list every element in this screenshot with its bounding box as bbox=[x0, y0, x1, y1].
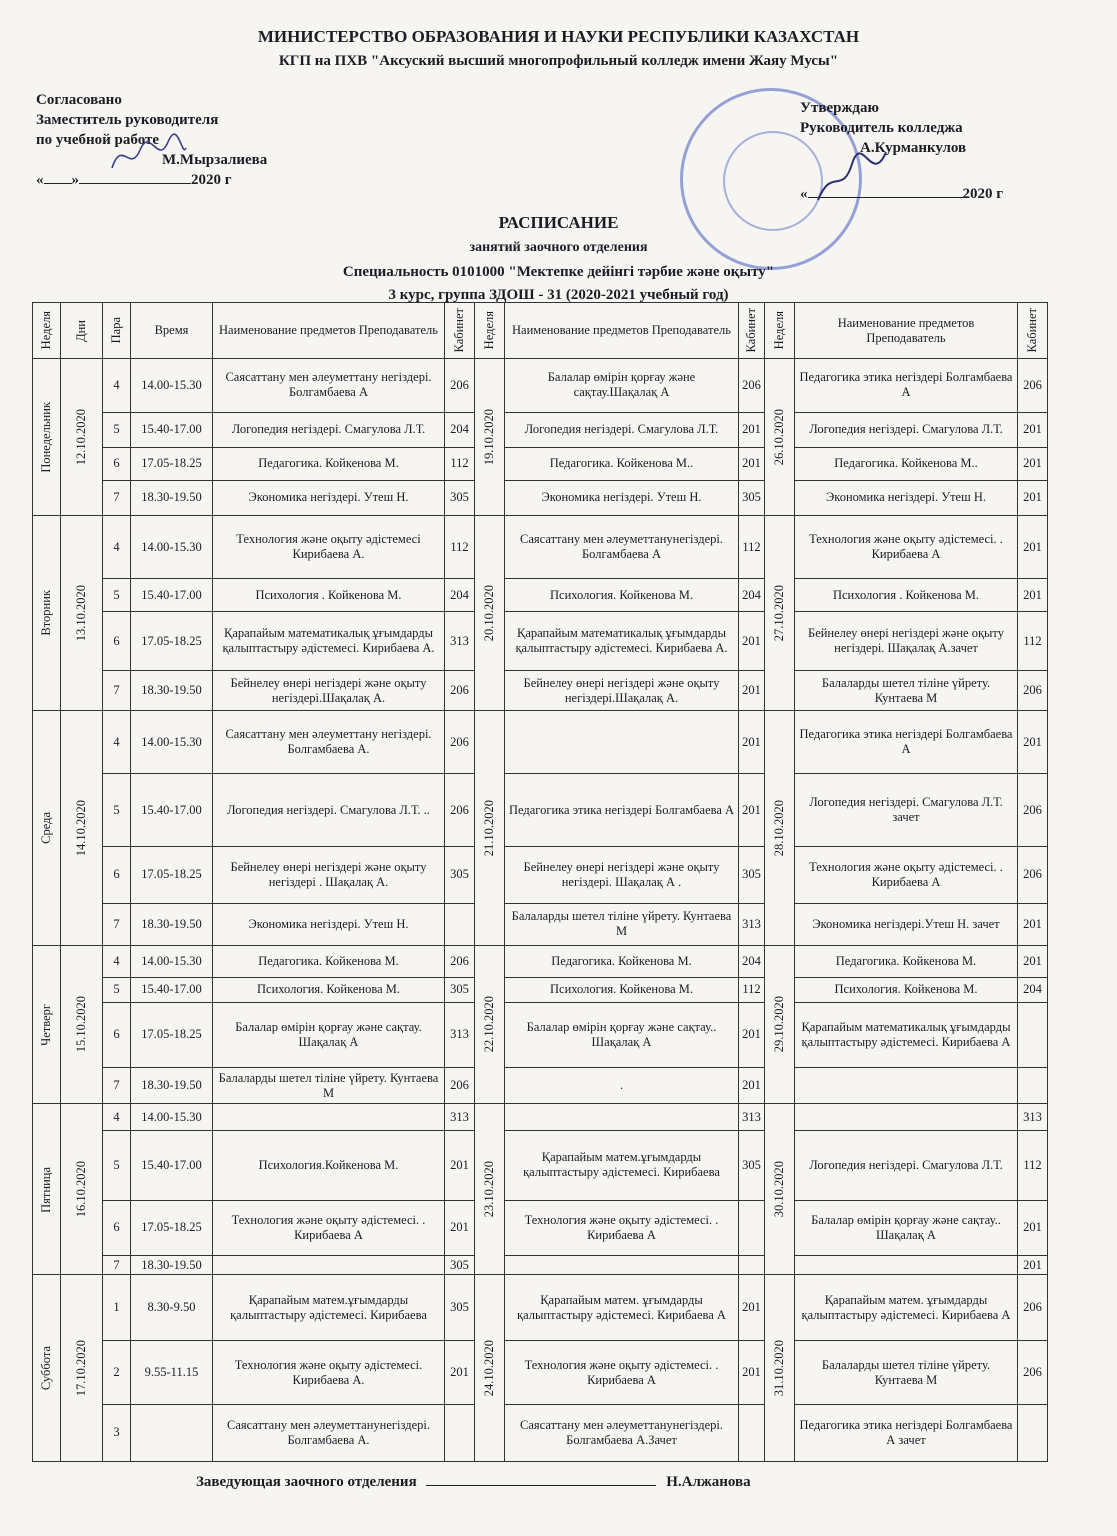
day-name-cell bbox=[33, 359, 61, 516]
room-week-2: 201 bbox=[739, 1275, 765, 1341]
subject-week-2 bbox=[505, 710, 739, 774]
time-cell: 18.30-19.50 bbox=[131, 671, 213, 710]
subject-week-1: Саясаттану мен әлеуметтану негіздері. Болгамбаева А. bbox=[213, 710, 445, 774]
subject-week-1: Технология және оқыту әдістемесі Кирибаева А. bbox=[213, 515, 445, 579]
time-cell: 14.00-15.30 bbox=[131, 359, 213, 413]
subject-week-3: Педагогика. Койкенова М. bbox=[795, 945, 1018, 978]
subject-week-1: Педагогика. Койкенова М. bbox=[213, 447, 445, 480]
room-week-1: 305 bbox=[445, 846, 475, 903]
agreed-position-2: по учебной работе bbox=[36, 132, 160, 148]
table-row bbox=[33, 1068, 1048, 1104]
time-cell: 15.40-17.00 bbox=[131, 978, 213, 1002]
room-week-2: 204 bbox=[739, 945, 765, 978]
col-room-1: Кабинет bbox=[445, 303, 475, 359]
room-week-2: 201 bbox=[739, 447, 765, 480]
subject-week-3: Технология және оқыту әдістемесі. . Кирибаева А bbox=[795, 515, 1018, 579]
subject-week-1: Педагогика. Койкенова М. bbox=[213, 945, 445, 978]
subject-week-3: Бейнелеу өнері негіздері және оқыту негіздері. Шақалақ А.зачет bbox=[795, 612, 1018, 671]
day-name: Суббота bbox=[39, 1346, 53, 1391]
room-week-3 bbox=[1018, 1404, 1048, 1461]
time-cell: 14.00-15.30 bbox=[131, 945, 213, 978]
date-week-3: 31.10.2020 bbox=[772, 1340, 786, 1397]
date-cell-week-2 bbox=[475, 945, 505, 1104]
subject-week-1: Экономика негіздері. Утеш Н. bbox=[213, 480, 445, 515]
room-week-3: 201 bbox=[1018, 447, 1048, 480]
room-week-3: 201 bbox=[1018, 710, 1048, 774]
room-week-3 bbox=[1018, 1002, 1048, 1068]
subject-week-1: Логопедия негіздері. Смагулова Л.Т. .. bbox=[213, 774, 445, 846]
table-row bbox=[33, 359, 1048, 413]
room-week-3: 112 bbox=[1018, 1130, 1048, 1200]
date-cell-week-3 bbox=[765, 945, 795, 1104]
subject-week-3: Педагогика этика негіздері Болгамбаева А зачет bbox=[795, 1404, 1018, 1461]
room-week-1: 206 bbox=[445, 945, 475, 978]
subject-week-2: Педагогика. Койкенова М. bbox=[505, 945, 739, 978]
room-week-3: 112 bbox=[1018, 612, 1048, 671]
pair-number: 5 bbox=[103, 412, 131, 447]
room-week-3: 206 bbox=[1018, 774, 1048, 846]
subject-week-1: Психология . Койкенова М. bbox=[213, 579, 445, 612]
date-week-3: 28.10.2020 bbox=[772, 799, 786, 856]
pair-number: 6 bbox=[103, 612, 131, 671]
subject-week-2: Балалар өмірін қорғау және сақтау.Шақалақ А bbox=[505, 359, 739, 413]
subject-week-2: Психология. Койкенова М. bbox=[505, 579, 739, 612]
pair-number: 6 bbox=[103, 846, 131, 903]
date-week-1: 13.10.2020 bbox=[74, 584, 88, 641]
table-row bbox=[33, 671, 1048, 710]
time-cell: 18.30-19.50 bbox=[131, 480, 213, 515]
signature-mark bbox=[108, 128, 188, 178]
col-subject-2: Наименование предметов Преподаватель bbox=[505, 303, 739, 359]
date-cell-week-1 bbox=[61, 945, 103, 1104]
pair-number: 7 bbox=[103, 671, 131, 710]
room-week-1: 204 bbox=[445, 412, 475, 447]
group-line: 3 курс, группа ЗДОШ - 31 (2020-2021 учебный год) bbox=[388, 287, 729, 303]
pair-number: 6 bbox=[103, 1200, 131, 1255]
room-week-1: 201 bbox=[445, 1130, 475, 1200]
date-cell-week-1 bbox=[61, 1104, 103, 1275]
room-week-3: 201 bbox=[1018, 480, 1048, 515]
room-week-2 bbox=[739, 1255, 765, 1275]
room-week-2: 201 bbox=[739, 671, 765, 710]
subject-week-1: Саясаттану мен әлеуметтану негіздері. Болгамбаева А bbox=[213, 359, 445, 413]
date-week-1: 17.10.2020 bbox=[74, 1340, 88, 1397]
date-cell-week-3 bbox=[765, 515, 795, 710]
time-cell: 14.00-15.30 bbox=[131, 710, 213, 774]
table-row bbox=[33, 710, 1048, 774]
subject-week-2: Экономика негіздері. Утеш Н. bbox=[505, 480, 739, 515]
time-cell: 17.05-18.25 bbox=[131, 846, 213, 903]
date-cell-week-1 bbox=[61, 710, 103, 945]
approve-position: Руководитель колледжа bbox=[800, 120, 963, 136]
pair-number: 4 bbox=[103, 945, 131, 978]
date-cell-week-2 bbox=[475, 710, 505, 945]
pair-number: 7 bbox=[103, 1068, 131, 1104]
subject-week-2: Саясаттану мен әлеуметтанунегіздері. Болгамбаева А.Зачет bbox=[505, 1404, 739, 1461]
subject-week-3: Логопедия негіздері. Смагулова Л.Т. зачет bbox=[795, 774, 1018, 846]
subject-week-3 bbox=[795, 1068, 1018, 1104]
subject-week-2: Қарапайым матем.ұғымдарды қалыптастыру әдістемесі. Кирибаева bbox=[505, 1130, 739, 1200]
pair-number: 6 bbox=[103, 1002, 131, 1068]
date-week-2: 21.10.2020 bbox=[482, 799, 496, 856]
col-time: Время bbox=[131, 303, 213, 359]
subject-week-2: Педагогика этика негіздері Болгамбаева А bbox=[505, 774, 739, 846]
pair-number: 4 bbox=[103, 515, 131, 579]
date-week-2: 22.10.2020 bbox=[482, 996, 496, 1053]
pair-number: 7 bbox=[103, 1255, 131, 1275]
date-cell-week-2 bbox=[475, 359, 505, 516]
subject-week-3: Экономика негіздері. Утеш Н. bbox=[795, 480, 1018, 515]
room-week-3: 206 bbox=[1018, 1341, 1048, 1405]
room-week-3: 206 bbox=[1018, 846, 1048, 903]
date-cell-week-1 bbox=[61, 1275, 103, 1462]
schedule-subtitle: занятий заочного отделения bbox=[469, 240, 648, 255]
table-row bbox=[33, 515, 1048, 579]
pair-number: 4 bbox=[103, 359, 131, 413]
room-week-3: 201 bbox=[1018, 1200, 1048, 1255]
subject-week-1: Логопедия негіздері. Смагулова Л.Т. bbox=[213, 412, 445, 447]
room-week-1: 206 bbox=[445, 1068, 475, 1104]
date-week-1: 14.10.2020 bbox=[74, 799, 88, 856]
subject-week-1: Балалар өмірін қорғау және сақтау. Шақалақ А bbox=[213, 1002, 445, 1068]
approve-label: Утверждаю bbox=[800, 100, 879, 116]
room-week-1: 206 bbox=[445, 671, 475, 710]
subject-week-3: Қарапайым математикалық ұғымдарды қалыптастыру әдістемесі. Кирибаева А bbox=[795, 1002, 1018, 1068]
pair-number: 5 bbox=[103, 978, 131, 1002]
room-week-2: 313 bbox=[739, 1104, 765, 1130]
table-row bbox=[33, 1002, 1048, 1068]
room-week-1: 206 bbox=[445, 710, 475, 774]
room-week-3: 201 bbox=[1018, 515, 1048, 579]
subject-week-3: Психология . Койкенова М. bbox=[795, 579, 1018, 612]
ministry-title: МИНИСТЕРСТВО ОБРАЗОВАНИЯ И НАУКИ РЕСПУБЛИКИ КАЗАХСТАН bbox=[257, 27, 860, 46]
date-cell-week-2 bbox=[475, 1275, 505, 1462]
date-week-2: 19.10.2020 bbox=[482, 408, 496, 465]
day-name-cell bbox=[33, 945, 61, 1104]
table-row bbox=[33, 1275, 1048, 1341]
subject-week-3: Педагогика этика негіздері Болгамбаева А bbox=[795, 359, 1018, 413]
pair-number: 2 bbox=[103, 1341, 131, 1405]
room-week-1: 305 bbox=[445, 1255, 475, 1275]
col-subject-1: Наименование предметов Преподаватель bbox=[213, 303, 445, 359]
room-week-2: 201 bbox=[739, 710, 765, 774]
subject-week-3: Логопедия негіздері. Смагулова Л.Т. bbox=[795, 412, 1018, 447]
day-name: Понедельник bbox=[39, 401, 53, 473]
subject-week-3: Қарапайым матем. ұғымдарды қалыптастыру әдістемесі. Кирибаева А bbox=[795, 1275, 1018, 1341]
room-week-1: 206 bbox=[445, 774, 475, 846]
time-cell: 8.30-9.50 bbox=[131, 1275, 213, 1341]
col-room-2: Кабинет bbox=[739, 303, 765, 359]
pair-number: 1 bbox=[103, 1275, 131, 1341]
subject-week-3: Технология және оқыту әдістемесі. . Кирибаева А bbox=[795, 846, 1018, 903]
table-row bbox=[33, 903, 1048, 945]
specialty-line: Специальность 0101000 "Мектепке дейінгі тәрбие және оқыту" bbox=[342, 264, 775, 280]
pair-number: 4 bbox=[103, 1104, 131, 1130]
date-cell-week-2 bbox=[475, 515, 505, 710]
subject-week-2: Технология және оқыту әдістемесі. . Кирибаева А bbox=[505, 1200, 739, 1255]
day-name-cell bbox=[33, 1104, 61, 1275]
room-week-1: 305 bbox=[445, 978, 475, 1002]
room-week-1: 201 bbox=[445, 1341, 475, 1405]
day-name: Четверг bbox=[39, 1003, 53, 1046]
table-row bbox=[33, 1341, 1048, 1405]
table-row bbox=[33, 846, 1048, 903]
subject-week-2: Қарапайым математикалық ұғымдарды қалыптастыру әдістемесі. Кирибаева А. bbox=[505, 612, 739, 671]
subject-week-1 bbox=[213, 1255, 445, 1275]
table-row bbox=[33, 945, 1048, 978]
date-week-1: 15.10.2020 bbox=[74, 996, 88, 1053]
date-cell-week-2 bbox=[475, 1104, 505, 1275]
subject-week-3: Балаларды шетел тіліне үйрету. Кунтаева М bbox=[795, 671, 1018, 710]
table-row bbox=[33, 1130, 1048, 1200]
room-week-1: 313 bbox=[445, 612, 475, 671]
time-cell: 17.05-18.25 bbox=[131, 1200, 213, 1255]
room-week-1 bbox=[445, 903, 475, 945]
pair-number: 5 bbox=[103, 579, 131, 612]
room-week-2: 201 bbox=[739, 774, 765, 846]
table-row bbox=[33, 412, 1048, 447]
room-week-3: 206 bbox=[1018, 671, 1048, 710]
room-week-3: 313 bbox=[1018, 1104, 1048, 1130]
time-cell: 17.05-18.25 bbox=[131, 612, 213, 671]
room-week-2 bbox=[739, 1200, 765, 1255]
subject-week-2: Қарапайым матем. ұғымдарды қалыптастыру әдістемесі. Кирибаева А bbox=[505, 1275, 739, 1341]
subject-week-1: Экономика негіздері. Утеш Н. bbox=[213, 903, 445, 945]
subject-week-2: Балалар өмірін қорғау және сақтау.. Шақалақ А bbox=[505, 1002, 739, 1068]
time-cell bbox=[131, 1404, 213, 1461]
room-week-2 bbox=[739, 1404, 765, 1461]
pair-number: 6 bbox=[103, 447, 131, 480]
room-week-2: 201 bbox=[739, 1068, 765, 1104]
day-name-cell bbox=[33, 710, 61, 945]
room-week-2: 305 bbox=[739, 1130, 765, 1200]
college-title: КГП на ПХВ "Аксуский высший многопрофильный колледж имени Жаяу Мусы" bbox=[278, 53, 839, 69]
room-week-1: 305 bbox=[445, 1275, 475, 1341]
table-row bbox=[33, 774, 1048, 846]
subject-week-3: Педагогика этика негіздері Болгамбаева А bbox=[795, 710, 1018, 774]
room-week-3 bbox=[1018, 1068, 1048, 1104]
col-week: Неделя bbox=[33, 303, 61, 359]
pair-number: 5 bbox=[103, 1130, 131, 1200]
time-cell: 14.00-15.30 bbox=[131, 1104, 213, 1130]
date-cell-week-3 bbox=[765, 1104, 795, 1275]
date-week-3: 30.10.2020 bbox=[772, 1161, 786, 1218]
room-week-3: 201 bbox=[1018, 579, 1048, 612]
subject-week-2: Бейнелеу өнері негіздері және оқыту негіздері.Шақалақ А. bbox=[505, 671, 739, 710]
subject-week-3: Логопедия негіздері. Смагулова Л.Т. bbox=[795, 1130, 1018, 1200]
time-cell: 18.30-19.50 bbox=[131, 1255, 213, 1275]
subject-week-3: Педагогика. Койкенова М.. bbox=[795, 447, 1018, 480]
table-row bbox=[33, 579, 1048, 612]
room-week-3: 206 bbox=[1018, 359, 1048, 413]
col-room-3: Кабинет bbox=[1018, 303, 1048, 359]
date-cell-week-3 bbox=[765, 1275, 795, 1462]
director-signature bbox=[812, 146, 892, 206]
table-row bbox=[33, 978, 1048, 1002]
table-row bbox=[33, 1104, 1048, 1130]
subject-week-2: Балаларды шетел тіліне үйрету. Кунтаева М bbox=[505, 903, 739, 945]
subject-week-1: Балаларды шетел тіліне үйрету. Кунтаева М bbox=[213, 1068, 445, 1104]
date-week-1: 16.10.2020 bbox=[74, 1161, 88, 1218]
subject-week-2: Психология. Койкенова М. bbox=[505, 978, 739, 1002]
pair-number: 5 bbox=[103, 774, 131, 846]
subject-week-2 bbox=[505, 1255, 739, 1275]
subject-week-1 bbox=[213, 1104, 445, 1130]
pair-number: 7 bbox=[103, 903, 131, 945]
table-row bbox=[33, 480, 1048, 515]
day-name-cell bbox=[33, 1275, 61, 1462]
pair-number: 4 bbox=[103, 710, 131, 774]
approve-signer: А.Курманкулов bbox=[860, 140, 967, 156]
subject-week-1: Бейнелеу өнері негіздері және оқыту негіздері.Шақалақ А. bbox=[213, 671, 445, 710]
room-week-1: 313 bbox=[445, 1104, 475, 1130]
time-cell: 18.30-19.50 bbox=[131, 1068, 213, 1104]
time-cell: 17.05-18.25 bbox=[131, 447, 213, 480]
time-cell: 14.00-15.30 bbox=[131, 515, 213, 579]
footer-signature-line: Заведующая заочного отделения Н.Алжанова bbox=[196, 1474, 751, 1490]
subject-week-3 bbox=[795, 1255, 1018, 1275]
room-week-1: 313 bbox=[445, 1002, 475, 1068]
date-cell-week-3 bbox=[765, 359, 795, 516]
room-week-1: 112 bbox=[445, 515, 475, 579]
room-week-1: 112 bbox=[445, 447, 475, 480]
subject-week-2: Логопедия негіздері. Смагулова Л.Т. bbox=[505, 412, 739, 447]
subject-week-2: Саясаттану мен әлеуметтанунегіздері. Болгамбаева А bbox=[505, 515, 739, 579]
agreed-position: Заместитель руководителя bbox=[36, 112, 219, 128]
room-week-1: 206 bbox=[445, 359, 475, 413]
col-week-3: Неделя bbox=[765, 303, 795, 359]
date-week-3: 29.10.2020 bbox=[772, 996, 786, 1053]
col-pair: Пара bbox=[103, 303, 131, 359]
table-row bbox=[33, 1200, 1048, 1255]
subject-week-1: Қарапайым математикалық ұғымдарды қалыптастыру әдістемесі. Кирибаева А. bbox=[213, 612, 445, 671]
subject-week-1: Психология.Койкенова М. bbox=[213, 1130, 445, 1200]
date-week-2: 24.10.2020 bbox=[482, 1340, 496, 1397]
room-week-3: 201 bbox=[1018, 412, 1048, 447]
subject-week-2: Бейнелеу өнері негіздері және оқыту негіздері. Шақалақ А . bbox=[505, 846, 739, 903]
room-week-1 bbox=[445, 1404, 475, 1461]
room-week-3: 204 bbox=[1018, 978, 1048, 1002]
table-row bbox=[33, 447, 1048, 480]
time-cell: 15.40-17.00 bbox=[131, 1130, 213, 1200]
col-subject-3: Наименование предметов Преподаватель bbox=[795, 303, 1018, 359]
subject-week-3: Балалар өмірін қорғау және сақтау.. Шақалақ А bbox=[795, 1200, 1018, 1255]
day-name-cell bbox=[33, 515, 61, 710]
room-week-1: 305 bbox=[445, 480, 475, 515]
room-week-2: 313 bbox=[739, 903, 765, 945]
agreed-label: Согласовано bbox=[36, 92, 122, 108]
subject-week-3: Балаларды шетел тіліне үйрету. Кунтаева М bbox=[795, 1341, 1018, 1405]
room-week-2: 305 bbox=[739, 480, 765, 515]
date-week-2: 20.10.2020 bbox=[482, 584, 496, 641]
approve-date: « 2020 г bbox=[800, 186, 1004, 202]
subject-week-2 bbox=[505, 1104, 739, 1130]
room-week-2: 201 bbox=[739, 612, 765, 671]
date-week-3: 26.10.2020 bbox=[772, 408, 786, 465]
schedule-table bbox=[32, 302, 1048, 1462]
subject-week-1: Бейнелеу өнері негіздері және оқыту негіздері . Шақалақ А. bbox=[213, 846, 445, 903]
time-cell: 17.05-18.25 bbox=[131, 1002, 213, 1068]
date-cell-week-1 bbox=[61, 515, 103, 710]
subject-week-3 bbox=[795, 1104, 1018, 1130]
subject-week-1: Қарапайым матем.ұғымдарды қалыптастыру әдістемесі. Кирибаева bbox=[213, 1275, 445, 1341]
room-week-1: 201 bbox=[445, 1200, 475, 1255]
date-cell-week-1 bbox=[61, 359, 103, 516]
date-week-1: 12.10.2020 bbox=[74, 408, 88, 465]
pair-number: 3 bbox=[103, 1404, 131, 1461]
agreed-signer: М.Мырзалиева bbox=[162, 152, 268, 168]
room-week-3: 206 bbox=[1018, 1275, 1048, 1341]
room-week-1: 204 bbox=[445, 579, 475, 612]
time-cell: 18.30-19.50 bbox=[131, 903, 213, 945]
room-week-2: 112 bbox=[739, 978, 765, 1002]
subject-week-1: Саясаттану мен әлеуметтанунегіздері. Болгамбаева А. bbox=[213, 1404, 445, 1461]
table-row bbox=[33, 1404, 1048, 1461]
subject-week-2: Педагогика. Койкенова М.. bbox=[505, 447, 739, 480]
date-week-3: 27.10.2020 bbox=[772, 584, 786, 641]
time-cell: 9.55-11.15 bbox=[131, 1341, 213, 1405]
room-week-3: 201 bbox=[1018, 945, 1048, 978]
time-cell: 15.40-17.00 bbox=[131, 579, 213, 612]
subject-week-1: Технология және оқыту әдістемесі. . Кирибаева А bbox=[213, 1200, 445, 1255]
subject-week-3: Психология. Койкенова М. bbox=[795, 978, 1018, 1002]
room-week-2: 112 bbox=[739, 515, 765, 579]
room-week-2: 201 bbox=[739, 1341, 765, 1405]
subject-week-1: Психология. Койкенова М. bbox=[213, 978, 445, 1002]
table-row bbox=[33, 1255, 1048, 1275]
subject-week-2: . bbox=[505, 1068, 739, 1104]
room-week-2: 201 bbox=[739, 412, 765, 447]
subject-week-2: Технология және оқыту әдістемесі. . Кирибаева А bbox=[505, 1341, 739, 1405]
room-week-2: 305 bbox=[739, 846, 765, 903]
subject-week-3: Экономика негіздері.Утеш Н. зачет bbox=[795, 903, 1018, 945]
room-week-2: 201 bbox=[739, 1002, 765, 1068]
subject-week-1: Технология және оқыту әдістемесі. Кирибаева А. bbox=[213, 1341, 445, 1405]
schedule-title: РАСПИСАНИЕ bbox=[498, 213, 619, 232]
agreed-date: « » 2020 г bbox=[36, 172, 232, 188]
table-row bbox=[33, 612, 1048, 671]
day-name: Пятница bbox=[39, 1166, 53, 1213]
col-week-2: Неделя bbox=[475, 303, 505, 359]
col-day: Дни bbox=[61, 303, 103, 359]
room-week-3: 201 bbox=[1018, 1255, 1048, 1275]
time-cell: 15.40-17.00 bbox=[131, 774, 213, 846]
pair-number: 7 bbox=[103, 480, 131, 515]
date-cell-week-3 bbox=[765, 710, 795, 945]
time-cell: 15.40-17.00 bbox=[131, 412, 213, 447]
room-week-2: 204 bbox=[739, 579, 765, 612]
day-name: Среда bbox=[39, 811, 53, 844]
room-week-2: 206 bbox=[739, 359, 765, 413]
date-week-2: 23.10.2020 bbox=[482, 1161, 496, 1218]
day-name: Вторник bbox=[39, 590, 53, 636]
room-week-3: 201 bbox=[1018, 903, 1048, 945]
